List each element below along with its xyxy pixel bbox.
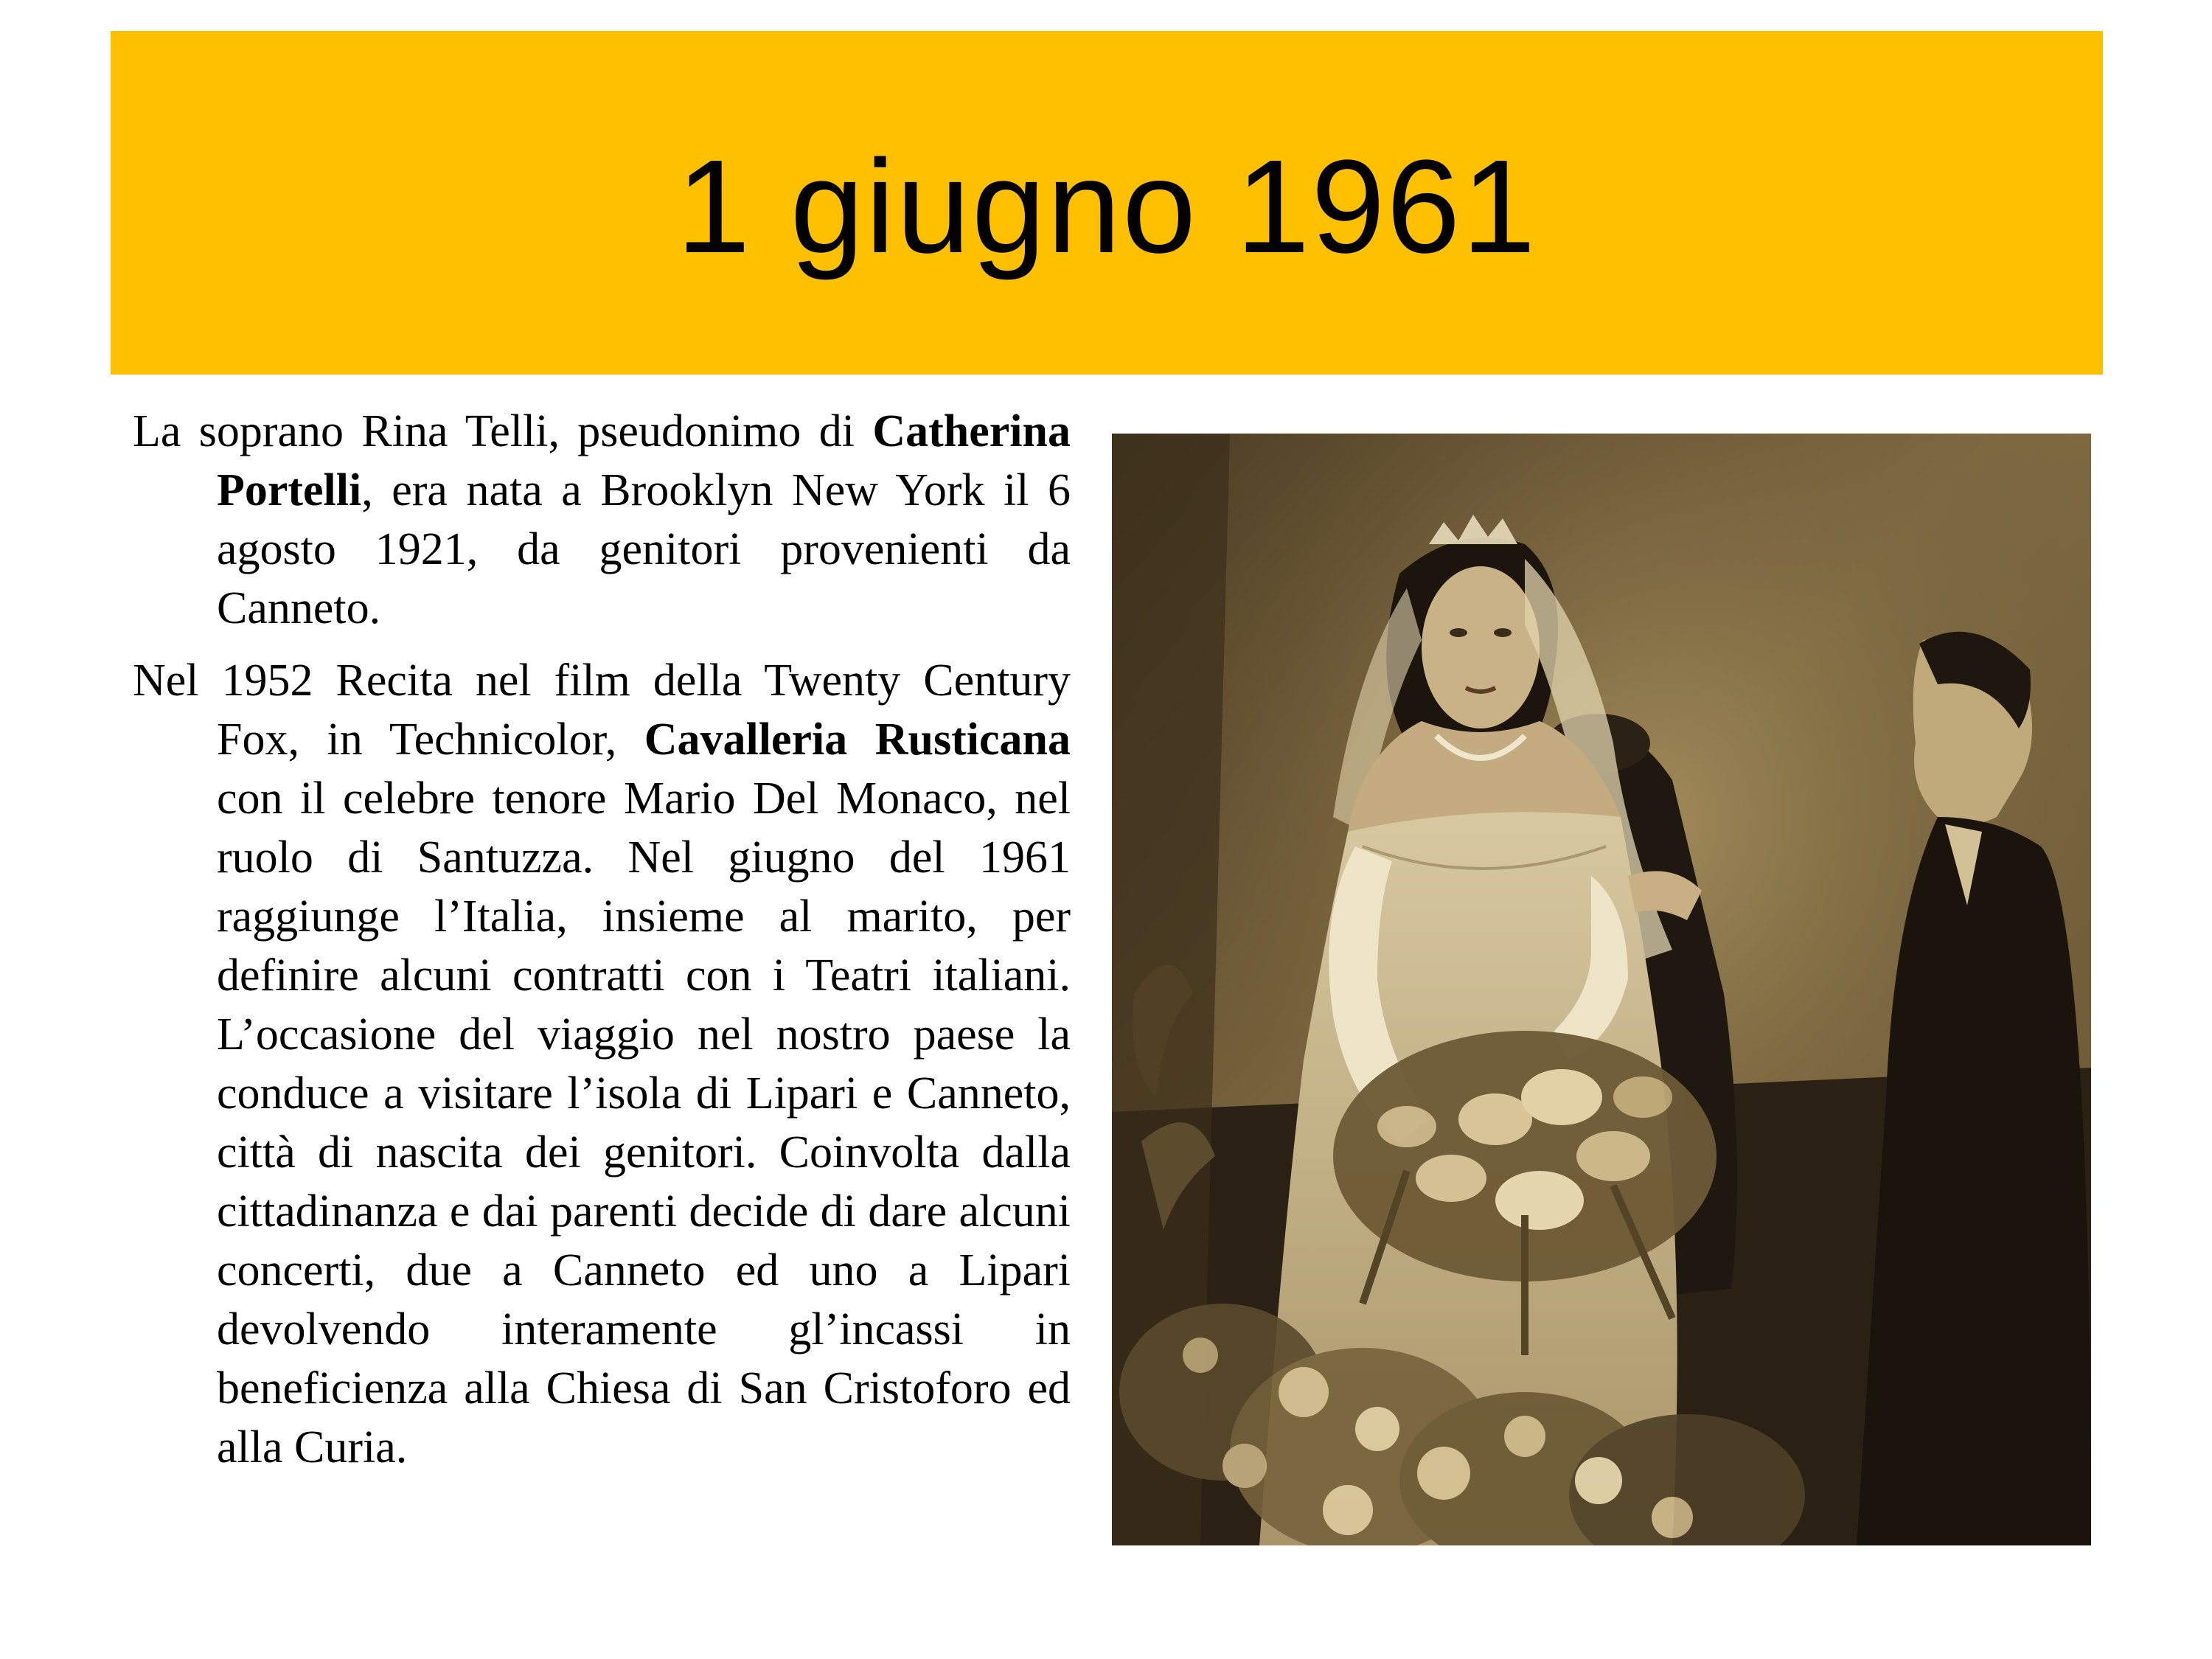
paragraph-2-text-a: Nel 1952 Recita nel film della Twenty Century Fox, in Technicolor, — [133, 655, 1071, 765]
sepia-photo — [1112, 434, 2091, 1545]
paragraph-2-bold-film: Cavalleria Rusticana — [644, 714, 1071, 765]
paragraph-1-bold-name: Catherina Portelli — [217, 406, 1071, 515]
body-text — [133, 402, 1071, 1490]
paragraph-2-text-b: con il celebre tenore Mario Del Monaco, nel ruolo di Santuzza. Nel giugno del 1961 raggiunge l’Italia, insieme al marito, per definire alcuni contratti con i Teatri italiani. L’occasione del viaggio nel nostro paese la conduce a visitare l’isola di Lipari e Canneto, città di nascita dei genitori. Coinvolta dalla cittadinanza e dai parenti decide di dare alcuni concerti, due a Canneto ed uno a Lipari devolvendo interamente gl’incassi in beneficienza alla Chiesa di San Cristoforo ed alla Curia. — [217, 773, 1071, 1472]
slide-title: 1 giugno 1961 — [676, 132, 1537, 281]
photo-illustration — [1112, 434, 2091, 1545]
title-bar — [111, 31, 2103, 375]
paragraph-1 — [133, 402, 1071, 638]
paragraph-1-text-a: La soprano Rina Telli, pseudonimo di — [133, 406, 873, 456]
paragraph-1-text-b: , era nata a Brooklyn New York il 6 agosto 1921, da genitori provenienti da Canneto. — [217, 465, 1071, 633]
paragraph-2 — [133, 651, 1071, 1477]
